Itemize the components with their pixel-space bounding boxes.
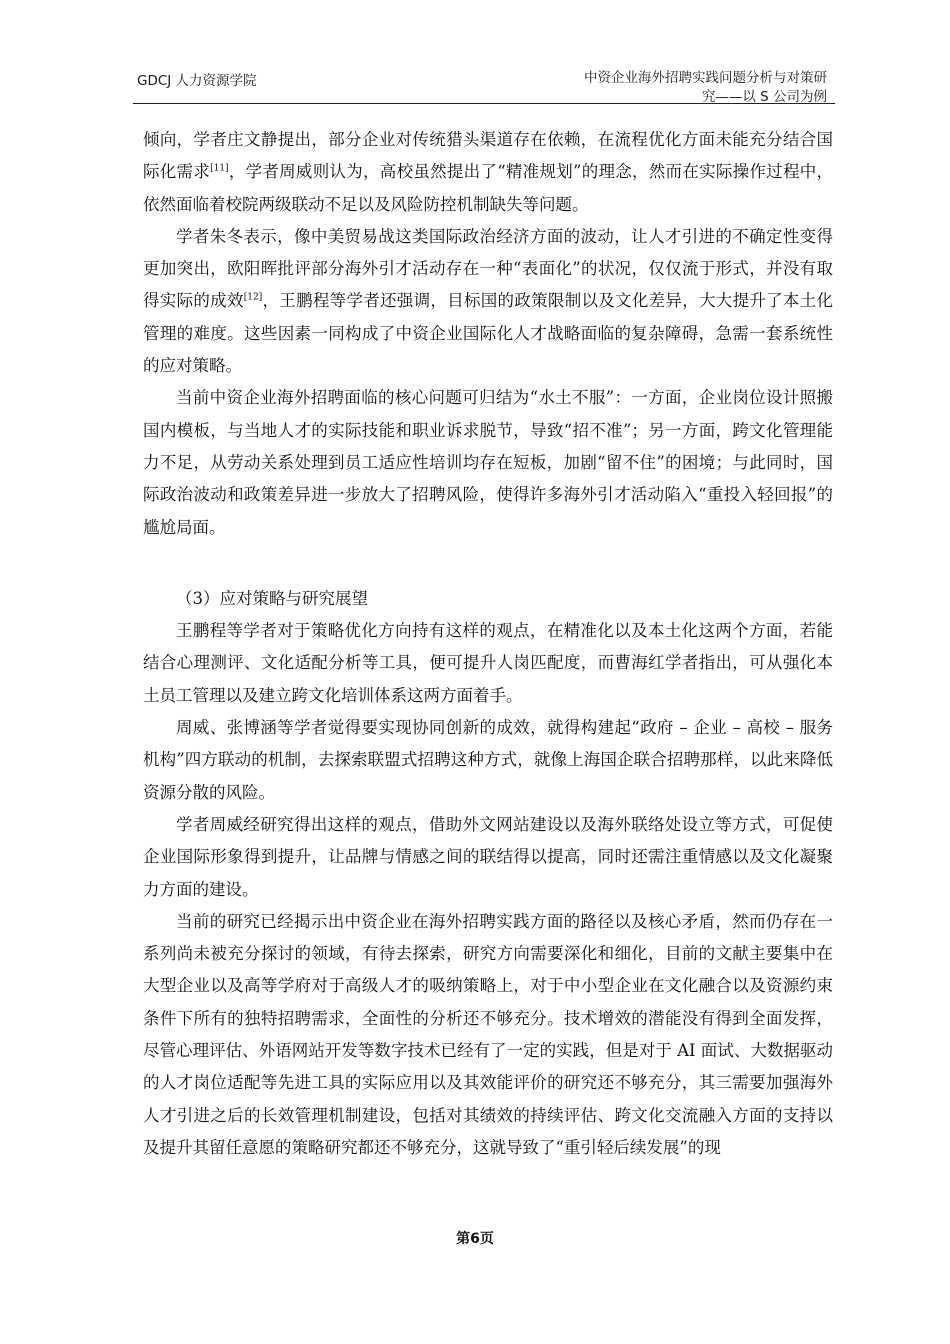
paragraph-4: 王鹏程等学者对于策略优化方向持有这样的观点，在精准化以及本土化这两个方面，若能结合心理测评、文化适配分析等工具，便可提升人岗匹配度，而曹海红学者指出，可从强化本土员工管理以及建立跨文化培训体系这两方面着手。 <box>143 621 833 705</box>
header-institution: GDCJ 人力资源学院 <box>137 73 257 89</box>
document-body <box>143 124 833 1164</box>
paragraph-1 <box>143 124 833 221</box>
header-title <box>584 69 827 107</box>
paragraph-5: 周威、张博涵等学者觉得要实现协同创新的成效，就得构建起“政府 – 企业 – 高校 – 服务机构”四方联动的机制，去探索联盟式招聘这种方式，就像上海国企联合招聘那样，以此来降低资源分散的风险。 <box>143 718 833 802</box>
paragraph-6: 学者周威经研究得出这样的观点，借助外文网站建设以及海外联络处设立等方式，可促使企业国际形象得到提升，让品牌与情感之间的联结得以提高，同时还需注重情感以及文化凝聚力方面的建设。 <box>143 814 833 899</box>
citation-11: [11] <box>210 163 229 174</box>
page-number: 第6页 <box>456 1231 494 1247</box>
header-divider <box>133 103 835 104</box>
paragraph-2-text-a: 学者朱冬表示，像中美贸易战这类国际政治经济方面的波动，让人才引进的不确定性变得更加突出，欧阳晖批评部分海外引才活动存在一种“表面化”的状况，仅仅流于形式，并没有取得实际的成效 <box>143 226 833 311</box>
paragraph-1-text-b: ，学者周威则认为，高校虽然提出了“精准规划”的理念，然而在实际操作过程中，依然面临着校院两级联动不足以及风险防控机制缺失等问题。 <box>143 162 834 214</box>
paragraph-3: 当前中资企业海外招聘面临的核心问题可归结为“水土不服”：一方面，企业岗位设计照搬国内模板，与当地人才的实际技能和职业诉求脱节，导致“招不准”；另一方面，跨文化管理能力不足，从劳动关系处理到员工适应性培训均存在短板，加剧“留不住”的困境；与此同时，国际政治波动和政策差异进一步放大了招聘风险，使得许多海外引才活动陷入“重投入轻回报”的尴尬局面。 <box>143 388 833 537</box>
section-heading: （3）应对策略与研究展望 <box>176 588 368 608</box>
header-title-line2: 究——以 S 公司为例 <box>701 89 827 105</box>
header-title-line1: 中资企业海外招聘实践问题分析与对策研 <box>584 70 827 86</box>
paragraph-2-text-b: ，王鹏程等学者还强调，目标国的政策限制以及文化差异，大大提升了本土化管理的难度。这些因素一同构成了中资企业国际化人才战略面临的复杂障碍，急需一套系统性的应对策略。 <box>143 291 834 376</box>
section-gap <box>143 544 833 583</box>
paragraph-2 <box>143 221 833 382</box>
paragraph-1-text-a: 倾向，学者庄文静提出，部分企业对传统猎头渠道存在依赖，在流程优化方面未能充分结合国际化需求 <box>143 130 833 182</box>
paragraph-7: 当前的研究已经揭示出中资企业在海外招聘实践方面的路径以及核心矛盾，然而仍存在一系列尚未被充分探讨的领域，有待去探索，研究方向需要深化和细化，目前的文献主要集中在大型企业以及高等学府对于高级人才的吸纳策略上，对于中小型企业在文化融合以及资源约束条件下所有的独特招聘需求，全面性的分析还不够充分。技术增效的潜能没有得到全面发挥，尽管心理评估、外语网站开发等数字技术已经有了一定的实践，但是对于 AI 面试、大数据驱动的人才岗位适配等先进工具的实际应用以及其效能评价的研究还不够充分，其三需要加强海外人才引进之后的长效管理机制建设，包括对其绩效的持续评估、跨文化交流融入方面的支持以及提升其留任意愿的策略研究都还不够充分，这就导致了“重引轻后续发展”的现 <box>143 911 833 1157</box>
citation-12: [12] <box>243 292 263 303</box>
